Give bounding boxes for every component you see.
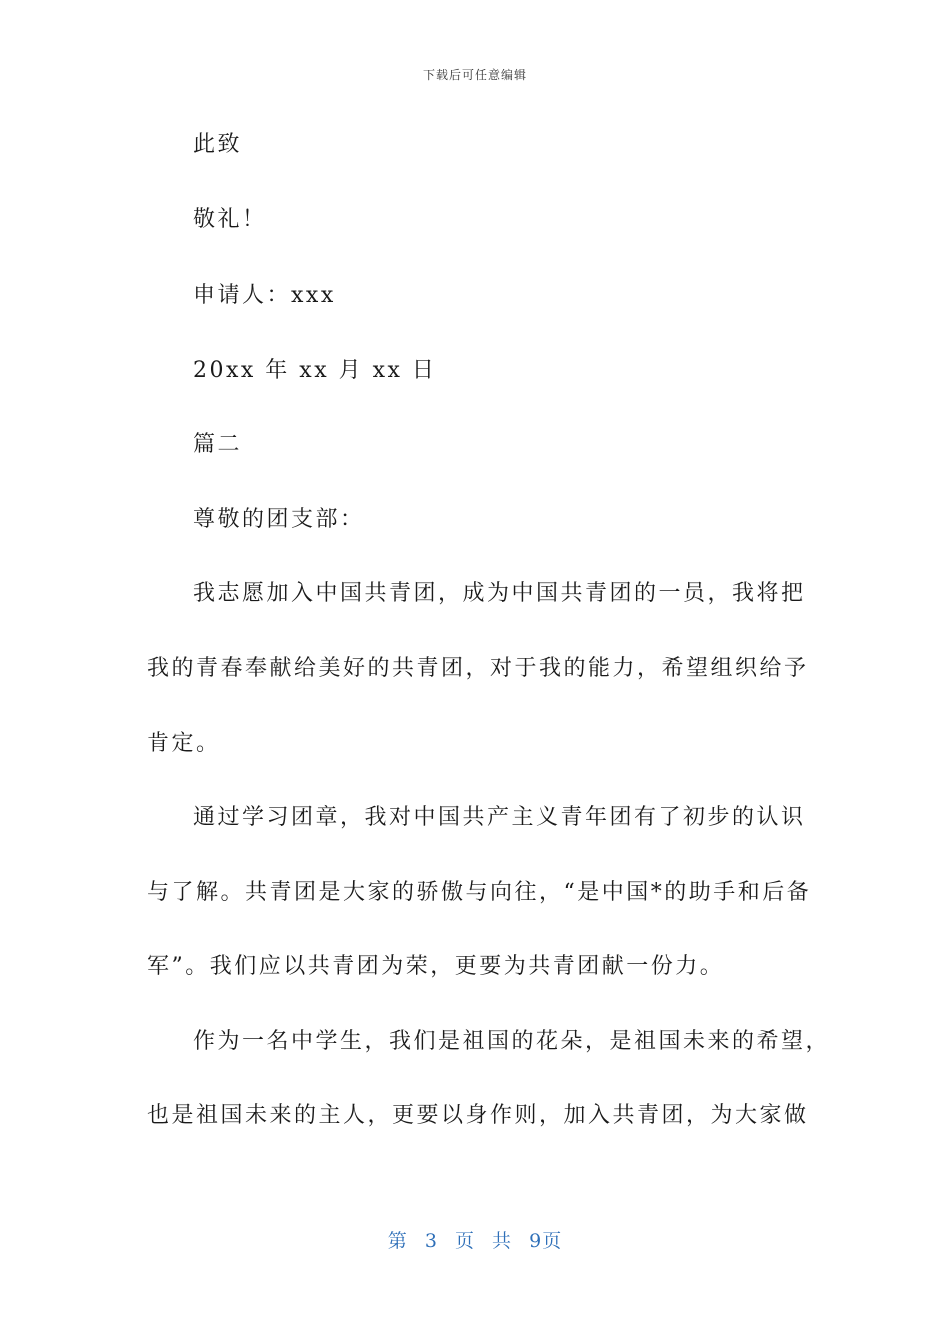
date-line: 20xx 年 xx 月 xx 日: [193, 358, 437, 383]
paragraph-line: 与了解。共青团是大家的骄傲与向往，“是中国*的助手和后备: [147, 880, 812, 905]
salute-line: 敬礼！: [193, 207, 267, 232]
page-footer: [0, 1226, 950, 1253]
total-label: 共: [492, 1230, 513, 1252]
page-label: 第: [387, 1230, 408, 1252]
total-pages: 9页: [529, 1230, 563, 1252]
paragraph-line: 作为一名中学生，我们是祖国的花朵，是祖国未来的希望，: [193, 1029, 831, 1054]
section-title: 篇二: [193, 432, 243, 457]
page-unit: 页: [454, 1230, 475, 1252]
current-page-number: 3: [424, 1230, 438, 1252]
paragraph-line: 军”。我们应以共青团为荣，更要为共青团献一份力。: [147, 954, 725, 979]
applicant-line: 申请人：xxx: [193, 283, 336, 308]
paragraph-line: 也是祖国未来的主人，更要以身作则，加入共青团，为大家做: [147, 1103, 809, 1128]
paragraph-line: 肯定。: [147, 731, 221, 756]
paragraph-line: 我志愿加入中国共青团，成为中国共青团的一员，我将把: [193, 581, 806, 606]
header-note: 下载后可任意编辑: [422, 68, 527, 82]
paragraph-line: 我的青春奉献给美好的共青团，对于我的能力，希望组织给予: [147, 656, 809, 681]
paragraph-line: 通过学习团章，我对中国共产主义青年团有了初步的认识: [193, 805, 806, 830]
closing-line: 此致: [193, 132, 243, 157]
greeting-line: 尊敬的团支部：: [193, 507, 365, 532]
